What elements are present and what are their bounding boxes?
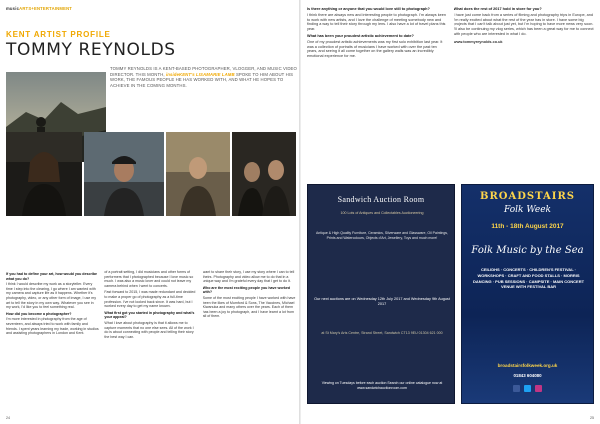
answer: of a portrait setting, I did musicians and other forms of performers that I photographed because I love music so much. I was also a music lover and could not leave my camera behind when I went to concerts. [104,270,194,288]
answer: Some of the most exciting people I have worked with have been the likes of Mumford & Sons, The Vaccines, Michael Kiwanuka and many others over the years. Each of them has been a joy to photograph, and I have learnt a lot from all of them. [202,295,296,319]
answer: One of my proudest artistic achievements was my first solo exhibition last year. It was a collection of portraits of musicians I have worked with over the past ten years, and seeing it all come together on the gallery walls was an incredibly emotional experience for me. [307,39,443,59]
answer: I have just come back from a series of filming and photography trips in Europe, and I'm really excited about what the rest of the year has in store. I have some big projects that I can't talk about just yet, but I'm hoping to have more news very soon. I'll also be continuing my vlog series, which has been a great way for me to connect with people who are interested in what I do. [453,12,594,36]
photo-group-portrait [232,132,296,216]
section-header [6,6,72,11]
ad-subtitle: 100 Lots of Antiques and Collectables Auctioneering [340,211,424,215]
answer: What I love about photography is that it allows me to capture moments that no one else sees. All of the work I do is about connecting with people and telling their story the best way I can. [104,320,194,339]
question: What first got you started in photography and what's your appeal? [104,310,195,320]
ad-body: Antique & High Quality Furniture, Ceramics, Silverware and Glassware, Oil Paintings, Prints and Watercolours, Objects d'Art, Jewellery, Toys and much more! [315,231,449,240]
ad-title: Sandwich Auction Room [337,195,425,204]
article-column-4 [307,6,448,174]
photo-man-with-cap [84,132,164,216]
answer: want to share their story, I use my story where I can to tell theirs. Photography and video allow me to do that in a unique way and I'm grateful every day that I get to do it. [202,270,295,284]
social-icons [462,385,593,392]
answer: Fast forward to 2015, I was made redundant and decided to make a proper go of photography as a full-time profession. I've not looked back since. It was hard, but I worked every day to get my name known. [104,290,196,309]
advert-broadstairs-folk-week[interactable] [461,184,594,404]
question: Is there anything or anyone that you would love still to photograph? [307,7,430,11]
article-column-2 [104,270,197,410]
ad-folk-title: BROADSTAIRS [480,191,575,202]
ad-website: Viewing on Tuesdays before each auction Search our online catalogue now at www.sandwichauctionroom.com [321,381,443,390]
page-number-left: 24 [6,416,10,420]
intro-text-2: SPOKE TO HIM ABOUT HIS WORK, THE FAMOUS PEOPLE HE HAS WORKED WITH, AND WHAT HE HOPES TO ACHIEVE IN THE COMING MONTHS. [110,71,294,88]
ad-folk-url[interactable]: broadstairsfolkweek.org.uk [497,363,558,368]
answer: I think I would describe my work as a storyteller. Every time I step into the clearing, I go where I am wanted with my camera and capture life as it happens. Whether it's photography, video, or any other form of image, I use my art to tell the story in my own way. Whatever you see in my work, I'd like you to feel something real. [6,282,97,310]
article-body-right [307,6,594,174]
ad-folk-phone: 01843 604080 [513,373,542,378]
photo-musician-stage [166,132,230,216]
intro-paragraph [110,66,298,88]
answer: I'm more interested in photography from the age of seventeen, and always tried to work with family and friends. I spent years learning my trade, working in studios and assisting photographers in London and Kent. [6,317,99,336]
question: What has been your proudest artistic achievement to date? [307,33,414,38]
ad-dates: Our next auctions are on Wednesday 12th July 2017 and Wednesday 9th August 2017 [314,297,450,306]
intro-highlight: insideKENT's LISAMARIE LAMB [166,71,235,77]
ad-folk-date: 11th - 18th August 2017 [491,223,564,230]
question: What does the rest of 2017 hold in store for you? [453,7,542,11]
headline: TOMMY REYNOLDS [6,40,176,60]
ad-folk-events: CEILIDHS · CONCERTS · CHILDREN'S FESTIVAL · WORKSHOPS · CRAFT AND FOOD STALLS · MORRIS DANCING · PUB SESSIONS · CAMPSITE · MAIN CONCERT VENUE WITH FESTIVAL BAR [472,267,585,290]
ad-folk-subtitle: Folk Week [504,205,551,215]
article-column-1 [6,270,99,410]
left-page [0,0,299,424]
advert-sandwich-auction-room[interactable] [307,184,455,404]
header-prefix: music [6,6,20,11]
header-section: ARTS+ENTERTAINMENT [19,6,73,11]
intro-text-1: TOMMY REYNOLDS IS A KENT-BASED PHOTOGRAPHER, VLOGGER, AND MUSIC VIDEO DIRECTOR. THIS MONTH, [110,66,297,77]
photo-woman-portrait [6,132,82,216]
page-number-right: 25 [590,416,594,420]
question: Who are the most exciting people you have worked with? [202,285,291,295]
answer: I think there are always new and interesting people to photograph. I'm always keen to work with new artists, and I love the challenge of meeting somebody new and finding a way to tell their story through my lens. I also have a lot of travel plans this year. [307,12,446,32]
website-link[interactable]: www.tommyreynolds.co.uk [453,39,503,44]
question: If you had to define your art, how would you describe what you do? [6,272,98,281]
instagram-icon[interactable] [535,385,542,392]
facebook-icon[interactable] [513,385,520,392]
right-page [301,0,600,424]
question: How did you become a photographer? [6,311,72,316]
article-column-5 [454,6,595,174]
twitter-icon[interactable] [524,385,531,392]
ad-folk-tagline: Folk Music by the Sea [471,245,584,256]
kicker: KENT ARTIST PROFILE [6,30,111,39]
ad-address: at St Mary's Arts Centre, Strand Street, Sandwich CT13 9EU 01304 621 000 [321,331,443,335]
article-body-left [6,270,296,410]
article-column-3 [203,270,296,410]
